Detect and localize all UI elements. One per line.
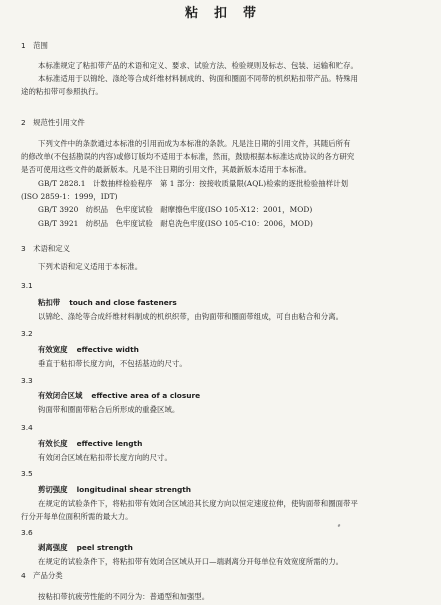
term-number: 3.4: [21, 422, 33, 432]
term-title: [38, 486, 191, 495]
section-4-heading: 4 产品分类: [21, 571, 63, 581]
term-en: effective length: [76, 438, 143, 448]
reference-1-line-1: GB/T 2828.1 计数抽样检验程序 第 1 部分：按接收质量限(AQL)检索的逐批检验抽样计划: [38, 179, 349, 189]
references-intro-line-3: 是否可使用这些文件的最新版本。凡是不注日期的引用文件，其最新版本适用于本标准。: [21, 165, 312, 175]
term-zh: 有效宽度: [38, 345, 68, 355]
classification-paragraph: 按粘扣带抗疲劳性能的不同分为：普通型和加强型。: [38, 591, 210, 601]
term-en: longitudinal shear strength: [76, 485, 192, 495]
section-1-heading: 1 范围: [21, 40, 48, 50]
references-intro-line-1: 下列文件中的条款通过本标准的引用而成为本标准的条款。凡是注日期的引用文件，其随后所有: [38, 138, 351, 148]
term-title: [38, 392, 200, 401]
section-3-heading: 3 术语和定义: [21, 243, 71, 253]
term-zh: 有效闭合区域: [38, 390, 83, 400]
term-definition-line-1: 在规定的试验条件下，将粘扣带有效闭合区域沿其长度方向以恒定速度拉伸，使钩面带和圈面带平: [38, 499, 358, 509]
term-number: 3.5: [21, 469, 33, 479]
term-definition: 以锦纶、涤纶等合成纤维材料制成的机织织带，由钩面带和圈面带组成，可自由粘合和分离。: [38, 311, 344, 321]
references-intro-line-2: 的修改单(不包括勘误的内容)或修订版均不适用于本标准，然而，鼓励根据本标准达成协议的各方研究: [21, 152, 355, 162]
term-definition-line-2: 行分开每单位面积所需的最大力。: [21, 512, 133, 522]
reference-1-line-2: (ISO 2859-1：1999，IDT): [21, 192, 118, 202]
term-definition: 钩面带和圈面带粘合后所形成的重叠区域。: [38, 404, 180, 414]
term-definition: 有效闭合区域在粘扣带长度方向的尺寸。: [38, 452, 172, 462]
term-zh: 剥离强度: [38, 543, 68, 553]
term-number: 3.6: [21, 528, 33, 538]
term-title: [38, 544, 133, 553]
term-number: 3.3: [21, 376, 33, 386]
term-definition: 垂直于粘扣带长度方向，不包括基边的尺寸。: [38, 359, 187, 369]
scope-paragraph-2-line-1: 本标准适用于以锦纶、涤纶等合成纤维材料制成的、钩面和圈面不同带的机织粘扣带产品。特殊用: [38, 73, 358, 83]
scope-paragraph-2-line-2: 途的粘扣带可参照执行。: [21, 86, 103, 96]
terms-intro: 下列术语和定义适用于本标准。: [38, 262, 143, 272]
scope-paragraph-1: 本标准规定了粘扣带产品的术语和定义、要求、试验方法、检验规则及标志、包装、运输和贮存。: [38, 60, 358, 70]
term-zh: 粘扣带: [38, 297, 61, 307]
reference-2: GB/T 3920 纺织品 色牢度试验 耐摩擦色牢度(ISO 105-X12：2001，MOD): [38, 205, 313, 215]
term-en: peel strength: [76, 543, 133, 553]
term-en: touch and close fasteners: [69, 297, 177, 307]
term-zh: 剪切强度: [38, 485, 68, 495]
term-title: [38, 346, 139, 355]
scan-mark: [337, 524, 340, 528]
reference-3: GB/T 3921 纺织品 色牢度试验 耐皂洗色牢度(ISO 105-C10：2006，MOD): [38, 219, 313, 229]
term-number: 3.1: [21, 280, 33, 290]
term-en: effective area of a closure: [91, 390, 201, 400]
term-number: 3.2: [21, 329, 33, 339]
term-definition: 在规定的试验条件下，将粘扣带有效闭合区域从开口—端剥离分开每单位有效宽度所需的力。: [38, 557, 344, 567]
term-zh: 有效长度: [38, 438, 68, 448]
term-en: effective width: [76, 345, 139, 355]
section-2-heading: 2 规范性引用文件: [21, 118, 85, 128]
term-title: [38, 299, 177, 308]
term-title: [38, 440, 142, 449]
document-title: 粘扣带: [184, 6, 272, 22]
